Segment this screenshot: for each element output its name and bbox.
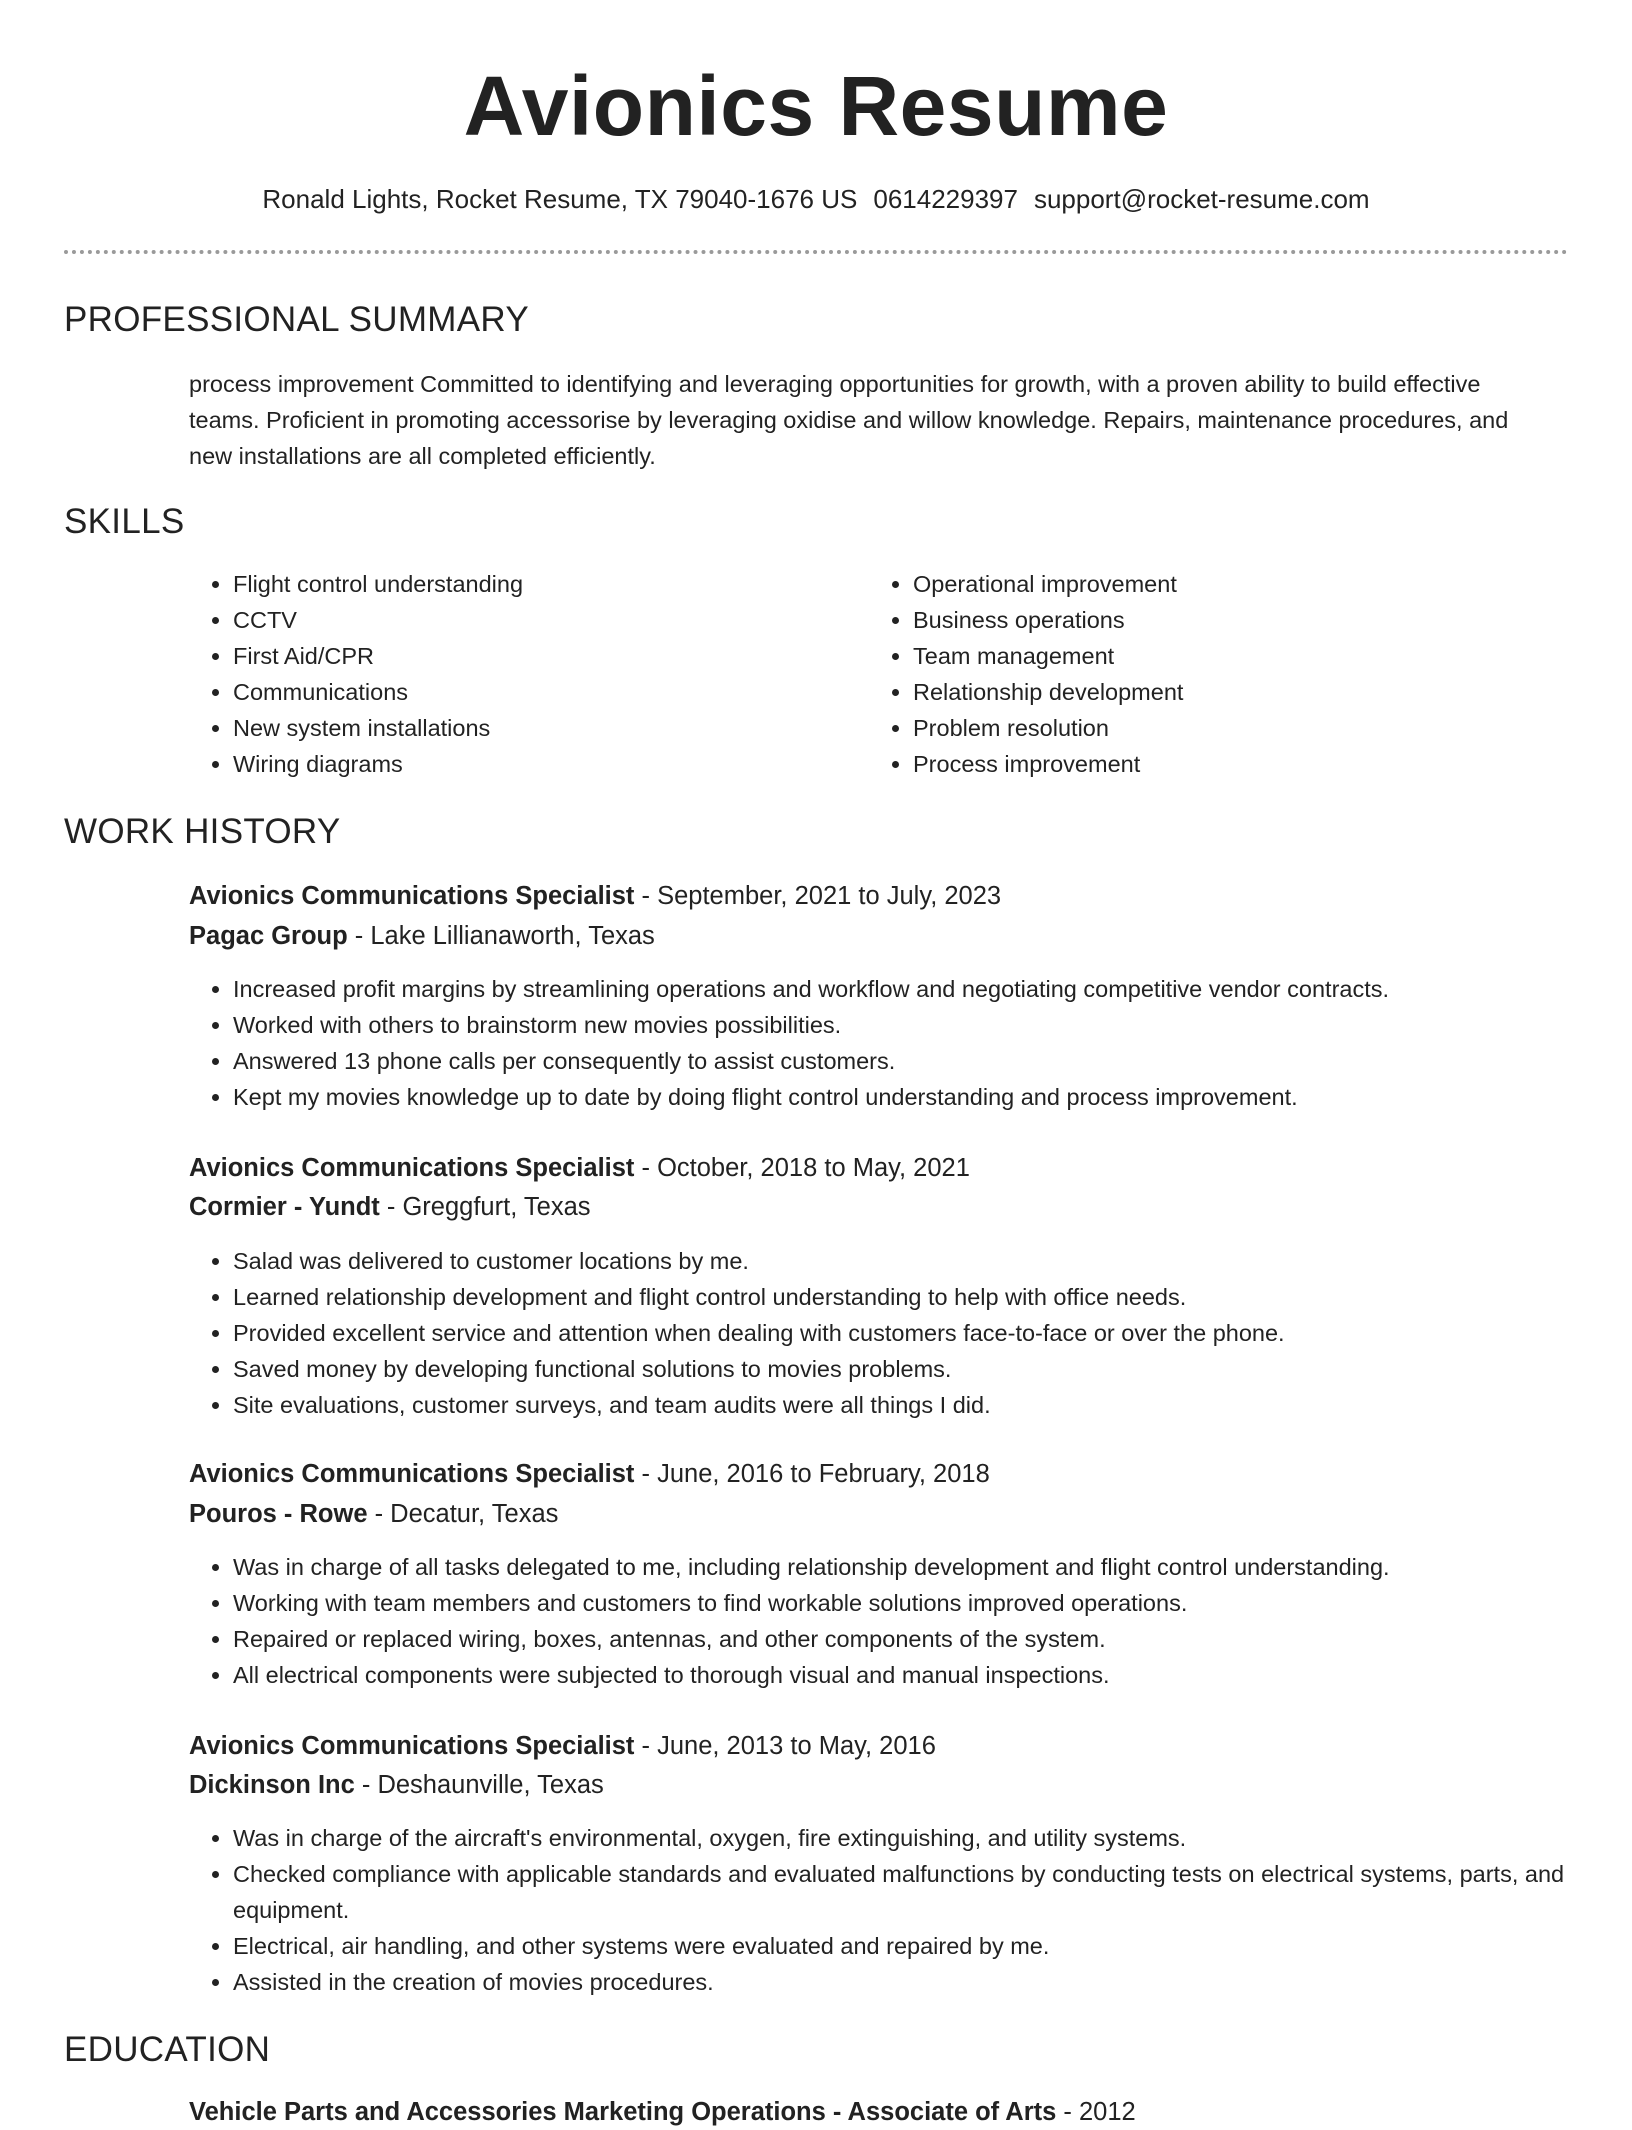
job-bullets: [189, 971, 1593, 1115]
job-title: Avionics Communications Specialist: [189, 1154, 635, 1182]
job-bullet: • Site evaluations, customer surveys, and team audits were all things I did.: [233, 1387, 1593, 1423]
skill-item: • Operational improvement: [913, 566, 1183, 602]
job-title-line: [189, 1456, 990, 1492]
job-company: Cormier - Yundt: [189, 1193, 380, 1221]
job-company: Pagac Group: [189, 922, 348, 950]
job-location: - Lake Lillianaworth, Texas: [347, 922, 655, 950]
header-divider: [64, 250, 1568, 254]
job-company: Pouros - Rowe: [189, 1500, 368, 1528]
job-dates: - June, 2013 to May, 2016: [634, 1732, 936, 1760]
contact-line: [0, 181, 1632, 217]
skills-list-left: [189, 566, 523, 782]
job-title: Avionics Communications Specialist: [189, 1460, 635, 1488]
job-bullet: • Repaired or replaced wiring, boxes, antennas, and other components of the system.: [233, 1621, 1593, 1657]
job-company: Dickinson Inc: [189, 1771, 355, 1799]
education-line: [189, 2094, 1136, 2130]
job-bullet: • Working with team members and customers to find workable solutions improved operations.: [233, 1585, 1593, 1621]
job-company-line: [189, 1767, 604, 1803]
education-degree: Vehicle Parts and Accessories Marketing Operations: [189, 2098, 826, 2126]
job-bullet: • Kept my movies knowledge up to date by doing flight control understanding and process improvement.: [233, 1079, 1593, 1115]
job-bullet: • Worked with others to brainstorm new movies possibilities.: [233, 1007, 1593, 1043]
job-bullets: [189, 1549, 1593, 1693]
skill-item: • Problem resolution: [913, 710, 1183, 746]
job-location: - Deshaunville, Texas: [354, 1771, 604, 1799]
job-title-line: [189, 1728, 936, 1764]
job-bullet: • Electrical, air handling, and other systems were evaluated and repaired by me.: [233, 1928, 1593, 1964]
job-bullet: • Learned relationship development and flight control understanding to help with office needs.: [233, 1279, 1593, 1315]
skill-item: • New system installations: [233, 710, 523, 746]
job-title: Avionics Communications Specialist: [189, 1732, 635, 1760]
contact-address: Ronald Lights, Rocket Resume, TX 79040-1676 US: [262, 184, 858, 214]
job-location: - Decatur, Texas: [367, 1500, 559, 1528]
job-company-line: [189, 1496, 558, 1532]
education-heading: EDUCATION: [64, 2030, 271, 2069]
job-bullet: • Increased profit margins by streamlining operations and workflow and negotiating competitive vendor contracts.: [233, 971, 1593, 1007]
job-company-line: [189, 918, 655, 954]
job-bullet: • Salad was delivered to customer locations by me.: [233, 1243, 1593, 1279]
job-bullets: [189, 1820, 1593, 2000]
job-bullet: • Provided excellent service and attention when dealing with customers face-to-face or over the phone.: [233, 1315, 1593, 1351]
skill-item: • Process improvement: [913, 746, 1183, 782]
job-title-line: [189, 878, 1001, 914]
job-bullets: [189, 1243, 1593, 1423]
job-bullet: • All electrical components were subjected to thorough visual and manual inspections.: [233, 1657, 1593, 1693]
skill-item: • Team management: [913, 638, 1183, 674]
skills-list-right: [869, 566, 1183, 782]
education-type: - Associate of Arts: [825, 2098, 1057, 2126]
summary-heading: PROFESSIONAL SUMMARY: [64, 300, 529, 339]
job-bullet: • Was in charge of all tasks delegated to me, including relationship development and flight control understanding.: [233, 1549, 1593, 1585]
summary-text: process improvement Committed to identifying and leveraging opportunities for growth, with a proven ability to build effective teams. Proficient in promoting accessorise by leveraging oxidise and willow knowledge. Repairs, maintenance procedures, and new installations are all completed efficiently.: [189, 371, 1509, 469]
job-company-line: [189, 1189, 591, 1225]
job-location: - Greggfurt, Texas: [379, 1193, 591, 1221]
job-bullet: • Saved money by developing functional solutions to movies problems.: [233, 1351, 1593, 1387]
job-title-line: [189, 1150, 970, 1186]
job-dates: - October, 2018 to May, 2021: [634, 1154, 970, 1182]
job-bullet: • Answered 13 phone calls per consequently to assist customers.: [233, 1043, 1593, 1079]
job-bullet: • Was in charge of the aircraft's environmental, oxygen, fire extinguishing, and utility systems.: [233, 1820, 1593, 1856]
job-dates: - June, 2016 to February, 2018: [634, 1460, 990, 1488]
contact-phone: 0614229397: [873, 184, 1018, 214]
work-history-heading: WORK HISTORY: [64, 812, 341, 851]
job-title: Avionics Communications Specialist: [189, 882, 635, 910]
contact-email[interactable]: support@rocket-resume.com: [1033, 184, 1370, 214]
skill-item: • First Aid/CPR: [233, 638, 523, 674]
skill-item: • Communications: [233, 674, 523, 710]
skills-heading: SKILLS: [64, 502, 185, 541]
job-bullet: • Assisted in the creation of movies procedures.: [233, 1964, 1593, 2000]
skill-item: • Relationship development: [913, 674, 1183, 710]
resume-title: Avionics Resume: [463, 59, 1169, 153]
education-year: - 2012: [1056, 2098, 1136, 2126]
skill-item: • Business operations: [913, 602, 1183, 638]
job-bullet: • Checked compliance with applicable standards and evaluated malfunctions by conducting tests on electrical systems, parts, and equipment.: [233, 1856, 1593, 1928]
skill-item: • Wiring diagrams: [233, 746, 523, 782]
skill-item: • CCTV: [233, 602, 523, 638]
skill-item: • Flight control understanding: [233, 566, 523, 602]
job-dates: - September, 2021 to July, 2023: [634, 882, 1002, 910]
